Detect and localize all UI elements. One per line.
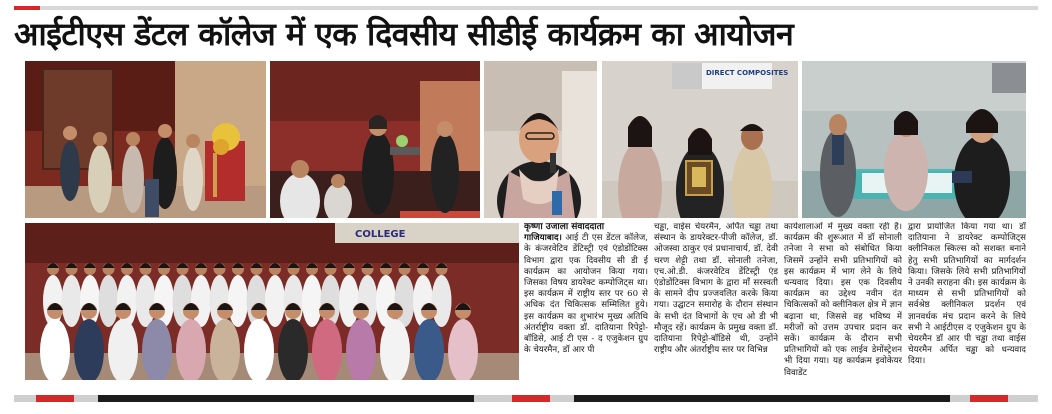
group-banner-text: COLLEGE <box>355 229 406 240</box>
column-1-text: आई टी एस डेंटल कॉलेज, के कंजरवेटिव डेंटिस्ट्री एवं एंडोडोंटिक्स विभाग द्वारा एक दिवसीय सी डी ई कार्यक्रम का आयोजन किया गया। जिसका विषय डायरेक्ट कम्पोजिट्स था। इस कार्यक्रम में राष्ट्रीय स्तर पर 60 से अधिक दंत चिकित्सक सम्मिलित हुये। इस कार्यक्रम का शुभारंभ मुख्य अतिथि अंतर्राष्ट्रीय वक्ता डॉ. दातियाना रिपेट्टो-बॉडिसे, आई टी एस - द एजुकेशन ग्रुप के चेयरमैन, डॉ आर पी <box>524 233 648 356</box>
bottom-rule <box>14 395 1038 402</box>
column-2-text: चड्ढा, वाईस चेयरमैन, अर्पित चड्ढा तथा संस्थान के डायरेक्टर-पीजी कॉलेज, डॉ. ओजस्वा ठाकुर एवं प्रधानाचार्य, डॉ. देवी चरण शेट्टी तथा डॉ. सोनाली तनेजा, एच.ओ.डी. कंजरवेटिव डेंटिस्ट्री एंड एंडोडोंटिक्स विभाग के द्वारा माँ सरस्वती के सामने दीप प्रज्जवलित करके किया गया। उद्घाटन समारोह के दौरान संस्थान के सभी दंत विभागों के एच ओ डी भी मौजूद रहें। कार्यक्रम के प्रमुख वक्ता डॉ. दातियाना रिपेट्टो-बॉडिसे थी, उन्होंने राष्ट्रीय और अंतर्राष्ट्रीय स्तर पर विभिन्न <box>654 222 778 356</box>
dateline: गाजियाबाद। <box>524 233 562 244</box>
banner-title: DIRECT COMPOSITES <box>706 69 789 77</box>
bottom-rule-accent-left <box>36 395 74 402</box>
photo-live-demonstration <box>802 61 1026 218</box>
photo-lamp-lighting <box>25 61 266 218</box>
article-column-4 <box>908 222 1026 384</box>
article-column-1 <box>524 222 648 384</box>
column-3-text: कार्यशालाओं में मुख्य वक्ता रही है। कार्यक्रम की शुरूआत में डॉ सोनाली तनेजा ने सभा को संबोधित किया जिसमें उन्होंने सभी प्रतिभागियों को इस कार्यक्रम में भाग लेने के लिये धन्यवाद दिया। इस एक दिवसीय कार्यक्रम का उद्देश्य नवीन दंत चिकित्सकों को क्लीनिकल क्षेत्र में ज्ञान बढ़ाना था, जिससे वह भविष्य में मरीजों को उत्तम उपचार प्रदान कर सकें। कार्यक्रम के दौरान सभी प्रतिभागियों को एक लाईव डेमोंस्ट्रेशन भी दिया गया। यह कार्यक्रम इवोकेयर विवाडेंट <box>784 222 902 378</box>
photo-group-participants <box>25 223 519 380</box>
article-column-2 <box>654 222 778 384</box>
bottom-rule-accent-right <box>970 395 1008 402</box>
headline: आईटीएस डेंटल कॉलेज में एक दिवसीय सीडीई कार्यक्रम का आयोजन <box>14 15 794 53</box>
photo-speaker-microphone <box>484 61 597 218</box>
column-4-text: द्वारा प्रायोजित किया गया था। डॉ दातियाना ने डायरेक्ट कम्पोजिट्स क्लीनिकल स्किल्स को सशक्त बनाने हेतु सभी प्रतिभागियों का मार्गदर्शन किया। जिसके लिये सभी प्रतिभागियों ने उनकी सराहना की। इस कार्यक्रम के माध्यम से सभी प्रतिभागियों को सर्वश्रेष्ठ क्लीनिकल प्रदर्शन एवं ज्ञानवर्धक मंच प्रदान करने के लिये सभी ने आईटीएस द एजुकेशन ग्रुप के चेयरमैन डॉ आर पी चड्ढा तथा वाईस चेयरमैन अर्पित चड्ढा को धन्यवाद दिया। <box>908 222 1026 367</box>
bottom-rule-dark-right <box>574 395 950 402</box>
photo-audience-welcome <box>270 61 480 218</box>
photo-memento-presentation <box>602 61 798 218</box>
bottom-rule-accent-mid <box>512 395 550 402</box>
byline: कृष्णा उजाला संवाददाता <box>524 222 605 232</box>
article-column-3 <box>784 222 902 384</box>
bottom-rule-dark-left <box>98 395 474 402</box>
